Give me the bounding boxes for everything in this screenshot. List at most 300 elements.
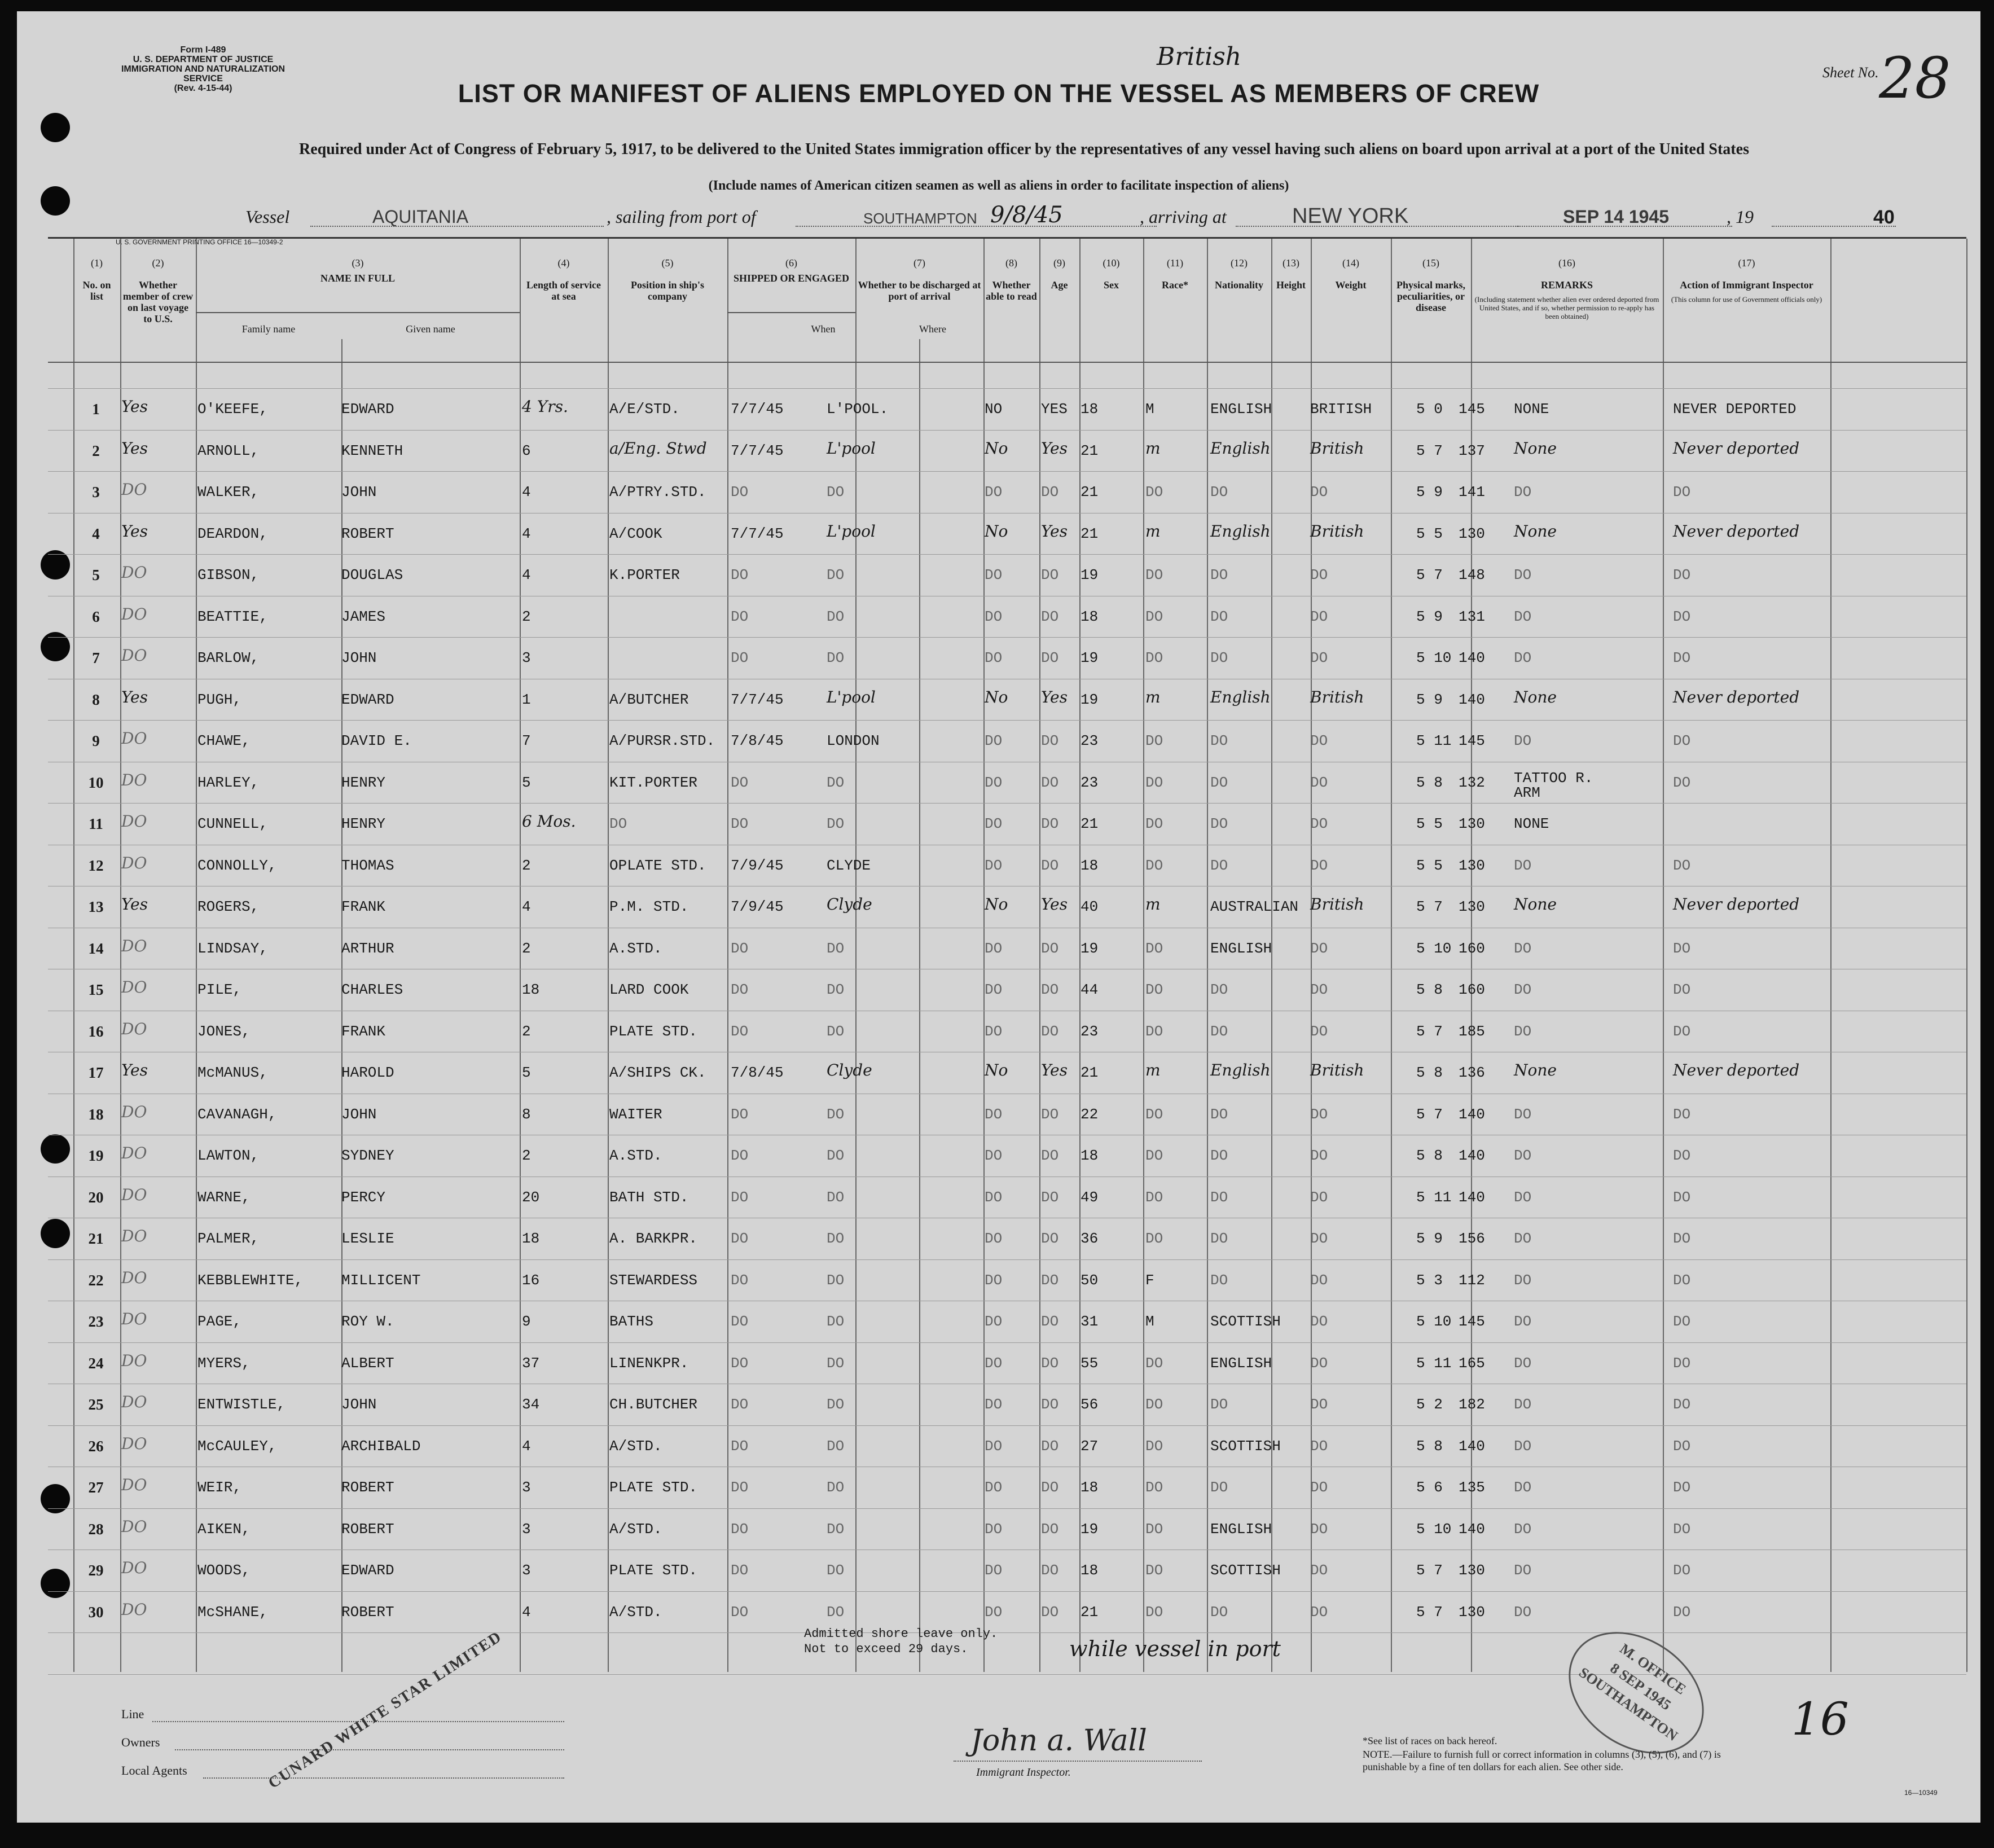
cell-when: 7/9/45 [731, 857, 784, 874]
cell-no: 24 [88, 1354, 104, 1372]
cell-sex: DO [1145, 732, 1163, 749]
cell-no: 6 [92, 608, 100, 625]
column-subheader: When [811, 323, 836, 335]
cell-sex: m [1145, 687, 1161, 706]
cell-given: DAVID E. [341, 732, 412, 749]
cell-no: 28 [88, 1520, 104, 1538]
cell-position: STEWARDESS [609, 1271, 698, 1289]
form-identifier: Form I-489 U. S. DEPARTMENT OF JUSTICE IMMIGRATION AND NATURALIZATION SERVICE (Rev. 4-15-44) [121, 45, 286, 93]
cell-family: O'KEEFE, [197, 401, 268, 418]
cell-prev: DO [121, 1476, 147, 1494]
cell-height: 5 7 [1416, 1022, 1443, 1040]
cell-nationality: British [1310, 895, 1364, 914]
cell-weight: 140 [1459, 1147, 1485, 1164]
cell-service: 5 [522, 774, 531, 791]
column-subheader: Family name [241, 323, 296, 335]
cell-height: 5 11 [1416, 1354, 1452, 1372]
cell-service: 7 [522, 732, 531, 749]
cell-discharged: DO [985, 1147, 1003, 1164]
cell-discharged: No [985, 438, 1008, 458]
cell-marks: DO [1514, 649, 1532, 666]
cell-height: 5 11 [1416, 732, 1452, 749]
cell-weight: 182 [1459, 1396, 1485, 1413]
cell-read: DO [1041, 1354, 1059, 1372]
cell-sex: DO [1145, 1105, 1163, 1123]
cell-weight: 145 [1459, 401, 1485, 418]
cell-sex: DO [1145, 1520, 1163, 1538]
office-date-stamp: M. OFFICE 8 SEP 1945 SOUTHAMPTON [1545, 1607, 1727, 1779]
cell-when: DO [731, 981, 749, 998]
cell-given: PERCY [341, 1188, 386, 1206]
cell-weight: 137 [1459, 442, 1485, 459]
cell-position: CH.BUTCHER [609, 1396, 698, 1413]
cell-given: HENRY [341, 774, 386, 791]
cell-height: 5 7 [1416, 1562, 1443, 1579]
cell-read: DO [1041, 981, 1059, 998]
cell-height: 5 10 [1416, 649, 1452, 666]
cell-no: 27 [88, 1479, 104, 1496]
cell-weight: 140 [1459, 1520, 1485, 1538]
column-number: (2) [152, 257, 164, 269]
cell-sex: DO [1145, 1562, 1163, 1579]
cell-height: 5 10 [1416, 940, 1452, 957]
cell-marks: DO [1514, 1313, 1532, 1330]
cell-family: PALMER, [197, 1230, 260, 1247]
cell-remarks: DO [1673, 732, 1691, 749]
cell-given: ROY W. [341, 1313, 394, 1330]
cell-marks: DO [1514, 1479, 1532, 1496]
row-rule [48, 637, 1966, 638]
cell-service: 34 [522, 1396, 540, 1413]
cell-remarks: DO [1673, 1562, 1691, 1579]
cell-discharged: No [985, 521, 1008, 541]
cell-given: MILLICENT [341, 1271, 421, 1289]
cell-sex: DO [1145, 1022, 1163, 1040]
cell-remarks: DO [1673, 649, 1691, 666]
cell-prev: DO [121, 1310, 147, 1328]
cell-height: 5 7 [1416, 567, 1443, 583]
cell-prev: DO [121, 770, 147, 789]
cell-marks: DO [1514, 1230, 1532, 1247]
cell-age: 44 [1081, 981, 1099, 998]
cell-race: DO [1210, 1271, 1228, 1289]
cell-family: KEBBLEWHITE, [197, 1271, 304, 1289]
cell-discharged: DO [985, 815, 1003, 832]
cell-position: A.STD. [609, 1147, 662, 1164]
cell-sex: DO [1145, 774, 1163, 791]
cell-marks: NONE [1514, 815, 1549, 832]
cell-service: 2 [522, 1147, 531, 1164]
cell-marks: DO [1514, 1396, 1532, 1413]
cell-no: 8 [92, 691, 100, 708]
cell-position: LINENKPR. [609, 1354, 689, 1372]
crew-table [48, 237, 1966, 1672]
cell-given: HAROLD [341, 1064, 394, 1081]
cell-family: ENTWISTLE, [197, 1396, 286, 1413]
cell-given: ALBERT [341, 1354, 394, 1372]
cell-sex: DO [1145, 608, 1163, 625]
cell-remarks: Never deported [1673, 521, 1800, 541]
cell-age: 18 [1081, 608, 1099, 625]
row-rule [48, 1591, 1966, 1592]
cell-remarks: DO [1673, 1022, 1691, 1040]
cell-where: Clyde [827, 1061, 872, 1079]
cell-nationality: British [1310, 1061, 1364, 1079]
cell-when: DO [731, 608, 749, 625]
cell-prev: DO [121, 1517, 147, 1536]
cell-where: DO [827, 1562, 845, 1579]
cell-remarks: DO [1673, 1479, 1691, 1496]
cell-marks: DO [1514, 1354, 1532, 1372]
column-header: SHIPPED OR ENGAGED [733, 273, 850, 284]
cell-nationality: DO [1310, 1562, 1328, 1579]
cell-position: DO [609, 815, 627, 832]
cell-where: DO [827, 649, 845, 666]
cell-read: DO [1041, 567, 1059, 583]
cell-prev: DO [121, 480, 147, 499]
cell-nationality: DO [1310, 815, 1328, 832]
cell-age: 19 [1081, 940, 1099, 957]
cell-height: 5 2 [1416, 1396, 1443, 1413]
cell-service: 3 [522, 1562, 531, 1579]
cell-remarks: DO [1673, 1147, 1691, 1164]
column-number: (11) [1166, 257, 1184, 269]
arriving-label: , arriving at [1140, 207, 1227, 227]
cell-family: BARLOW, [197, 649, 260, 666]
cell-marks: None [1514, 438, 1557, 458]
cell-weight: 130 [1459, 898, 1485, 915]
cell-prev: DO [121, 1434, 147, 1453]
cell-age: 21 [1081, 1064, 1099, 1081]
cell-nationality: DO [1310, 1313, 1328, 1330]
column-divider [1039, 239, 1040, 1672]
cell-given: ROBERT [341, 1479, 394, 1496]
column-header: Whether able to read [986, 279, 1037, 302]
cell-sex: DO [1145, 857, 1163, 874]
cell-discharged: DO [985, 1479, 1003, 1496]
cell-given: CHARLES [341, 981, 403, 998]
inspector-signature: John a. Wall [970, 1724, 1147, 1758]
agents-label: Local Agents [121, 1763, 187, 1777]
cell-marks: DO [1514, 1147, 1532, 1164]
cell-position: A.STD. [609, 940, 662, 957]
cell-marks: DO [1514, 1562, 1532, 1579]
column-divider [1391, 239, 1392, 1672]
cell-given: ROBERT [341, 1603, 394, 1621]
cell-height: 5 9 [1416, 484, 1443, 501]
cell-race: English [1210, 687, 1271, 706]
cell-marks: DO [1514, 567, 1532, 583]
cell-age: 19 [1081, 1520, 1099, 1538]
cell-given: EDWARD [341, 1562, 394, 1579]
vessel-label: Vessel [245, 207, 290, 227]
cell-nationality: DO [1310, 1188, 1328, 1206]
cell-age: 56 [1081, 1396, 1099, 1413]
cell-when: DO [731, 815, 749, 832]
cell-when: DO [731, 484, 749, 501]
cell-read: DO [1041, 1562, 1059, 1579]
cell-service: 4 Yrs. [522, 397, 568, 416]
subtitle-note: (Include names of American citizen seamen as well as aliens in order to facilitate inspection of aliens) [708, 178, 1289, 193]
cell-discharged: DO [985, 649, 1003, 666]
cell-remarks: DO [1673, 1437, 1691, 1455]
cell-remarks: DO [1673, 774, 1691, 791]
cell-service: 18 [522, 981, 540, 998]
vessel-name: AQUITANIA [372, 207, 469, 227]
sheet-number: 28 [1879, 45, 1951, 111]
cell-where: DO [827, 1271, 845, 1289]
cell-no: 25 [88, 1396, 104, 1413]
cell-prev: DO [121, 1144, 147, 1162]
cell-when: 7/7/45 [731, 525, 784, 542]
cell-weight: 135 [1459, 1479, 1485, 1496]
cell-sex: DO [1145, 1437, 1163, 1455]
cell-age: 40 [1081, 898, 1099, 915]
cell-where: DO [827, 608, 845, 625]
column-number: (1) [91, 257, 103, 269]
cell-race: AUSTRALIAN [1210, 898, 1299, 915]
cell-nationality: DO [1310, 1479, 1328, 1496]
cell-read: DO [1041, 1313, 1059, 1330]
column-header: Sex [1104, 279, 1119, 291]
cell-remarks: DO [1673, 1354, 1691, 1372]
row-rule [48, 1259, 1966, 1260]
cell-service: 4 [522, 898, 531, 915]
signature-line [954, 1761, 1202, 1762]
cell-where: DO [827, 1479, 845, 1496]
cell-read: DO [1041, 1188, 1059, 1206]
cell-remarks: Never deported [1673, 895, 1800, 914]
cell-position: BATH STD. [609, 1188, 689, 1206]
print-code: 16—10349 [1904, 1789, 1938, 1797]
cell-remarks: DO [1673, 1396, 1691, 1413]
row-rule [48, 1425, 1966, 1426]
column-number: (14) [1342, 257, 1359, 269]
cell-where: DO [827, 1354, 845, 1372]
cell-age: 36 [1081, 1230, 1099, 1247]
cell-race: ENGLISH [1210, 1354, 1272, 1372]
cell-family: HARLEY, [197, 774, 260, 791]
cell-service: 4 [522, 525, 531, 542]
cell-race: DO [1210, 1188, 1228, 1206]
cell-service: 1 [522, 691, 531, 708]
cell-weight: 145 [1459, 732, 1485, 749]
cell-age: 21 [1081, 525, 1099, 542]
cell-sex: M [1145, 1313, 1154, 1330]
cell-read: DO [1041, 815, 1059, 832]
cell-position: A/STD. [609, 1437, 662, 1455]
cell-age: 22 [1081, 1105, 1099, 1123]
cell-where: DO [827, 981, 845, 998]
cell-race: DO [1210, 567, 1228, 583]
cell-family: WOODS, [197, 1562, 251, 1579]
cell-given: JOHN [341, 1396, 377, 1413]
cell-sex: DO [1145, 1354, 1163, 1372]
cell-no: 7 [92, 649, 100, 666]
cell-race: SCOTTISH [1210, 1313, 1281, 1330]
cell-sex: F [1145, 1271, 1154, 1289]
cell-sex: DO [1145, 1230, 1163, 1247]
cell-when: DO [731, 1479, 749, 1496]
cell-position: LARD COOK [609, 981, 689, 998]
cell-age: 49 [1081, 1188, 1099, 1206]
cell-height: 5 10 [1416, 1313, 1452, 1330]
cell-position: BATHS [609, 1313, 654, 1330]
cell-nationality: DO [1310, 567, 1328, 583]
cell-service: 6 Mos. [522, 812, 576, 831]
row-rule [48, 471, 1966, 472]
cell-when: DO [731, 1354, 749, 1372]
cell-height: 5 9 [1416, 691, 1443, 708]
cell-race: English [1210, 438, 1271, 458]
cell-where: DO [827, 1147, 845, 1164]
column-number: (13) [1283, 257, 1299, 269]
cell-height: 5 6 [1416, 1479, 1443, 1496]
cell-sex: DO [1145, 649, 1163, 666]
cell-race: DO [1210, 1479, 1228, 1496]
penalty-note: NOTE.—Failure to furnish full or correct information in columns (3), (5), (6), and (7) is punishable by a fine of ten dollars for each alien. See other side. [1363, 1749, 1721, 1772]
cell-weight: 145 [1459, 1313, 1485, 1330]
column-number: (3) [352, 257, 364, 269]
cell-prev: DO [121, 812, 147, 831]
cell-no: 26 [88, 1437, 104, 1455]
cell-remarks: DO [1673, 981, 1691, 998]
cell-age: 21 [1081, 1603, 1099, 1621]
cell-height: 5 7 [1416, 1603, 1443, 1621]
owners-field [175, 1749, 564, 1750]
cell-position: A/STD. [609, 1520, 662, 1538]
cell-remarks: DO [1673, 1313, 1691, 1330]
vessel-row [17, 202, 1980, 236]
cell-family: JONES, [197, 1022, 251, 1040]
cell-no: 29 [88, 1562, 104, 1579]
cell-no: 16 [88, 1022, 104, 1040]
cell-nationality: DO [1310, 1022, 1328, 1040]
cell-when: 7/8/45 [731, 732, 784, 749]
cell-family: McSHANE, [197, 1603, 268, 1621]
row-rule [48, 1632, 1966, 1633]
row-rule [48, 430, 1966, 431]
cell-discharged: NO [985, 401, 1003, 418]
cell-read: DO [1041, 1437, 1059, 1455]
cell-remarks: DO [1673, 1230, 1691, 1247]
cell-sex: DO [1145, 815, 1163, 832]
cell-family: PILE, [197, 981, 242, 998]
cell-no: 15 [88, 981, 104, 998]
cell-height: 5 8 [1416, 1147, 1443, 1164]
cell-race: DO [1210, 1396, 1228, 1413]
cell-family: WEIR, [197, 1479, 242, 1496]
cell-given: SYDNEY [341, 1147, 394, 1164]
cell-prev: Yes [121, 1061, 148, 1079]
cell-age: 55 [1081, 1354, 1099, 1372]
row-rule [48, 1508, 1966, 1509]
cell-weight: 148 [1459, 567, 1485, 583]
cell-prev: DO [121, 1185, 147, 1204]
cell-sex: m [1145, 521, 1161, 541]
cell-when: DO [731, 1230, 749, 1247]
cell-when: DO [731, 1105, 749, 1123]
cell-remarks: DO [1673, 567, 1691, 583]
row-rule [48, 1549, 1966, 1550]
column-divider [1830, 239, 1832, 1672]
column-number: (15) [1422, 257, 1439, 269]
cell-nationality: DO [1310, 649, 1328, 666]
cell-marks: None [1514, 895, 1557, 914]
cell-position: A/PURSR.STD. [609, 732, 715, 749]
column-header: Race* [1162, 279, 1188, 291]
cell-marks: DO [1514, 1437, 1532, 1455]
cell-weight: 140 [1459, 1105, 1485, 1123]
cell-weight: 185 [1459, 1022, 1485, 1040]
column-header: Physical marks, peculiarities, or disease [1396, 279, 1465, 313]
cell-remarks: DO [1673, 1520, 1691, 1538]
cell-discharged: DO [985, 1271, 1003, 1289]
cell-marks: DO [1514, 981, 1532, 998]
cell-weight: 140 [1459, 1188, 1485, 1206]
cell-age: 19 [1081, 691, 1099, 708]
cell-marks: DO [1514, 608, 1532, 625]
cell-remarks: DO [1673, 608, 1691, 625]
cell-discharged: DO [985, 774, 1003, 791]
cell-discharged: DO [985, 1396, 1003, 1413]
cell-race: DO [1210, 608, 1228, 625]
cell-age: 18 [1081, 857, 1099, 874]
cell-family: CONNOLLY, [197, 857, 277, 874]
column-header: Whether member of crew on last voyage to U.S. [122, 279, 194, 324]
cell-no: 14 [88, 940, 104, 957]
cell-marks: DO [1514, 857, 1532, 874]
cell-height: 5 10 [1416, 1520, 1452, 1538]
cell-race: DO [1210, 1230, 1228, 1247]
cell-age: 23 [1081, 1022, 1099, 1040]
column-header-note: (Including statement whether alien ever ordered deported from United States, and if so, whether permission to re-apply has been obtained) [1474, 295, 1659, 321]
cell-discharged: DO [985, 1188, 1003, 1206]
cell-age: 27 [1081, 1437, 1099, 1455]
cell-given: DOUGLAS [341, 567, 403, 583]
cell-sex: m [1145, 438, 1161, 458]
cell-read: DO [1041, 774, 1059, 791]
cell-nationality: DO [1310, 1105, 1328, 1123]
cell-discharged: No [985, 1061, 1008, 1079]
cell-remarks: DO [1673, 1603, 1691, 1621]
cell-given: EDWARD [341, 401, 394, 418]
cell-where: DO [827, 1603, 845, 1621]
cell-position: K.PORTER [609, 567, 680, 583]
cell-nationality: DO [1310, 1437, 1328, 1455]
cell-family: AIKEN, [197, 1520, 251, 1538]
cell-sex: DO [1145, 567, 1163, 583]
row-rule [48, 720, 1966, 721]
cell-remarks: NEVER DEPORTED [1673, 401, 1797, 418]
column-header: Length of service at sea [526, 279, 601, 302]
cell-read: DO [1041, 484, 1059, 501]
cell-read: DO [1041, 1230, 1059, 1247]
cell-no: 5 [92, 567, 100, 583]
column-subheader: Given name [406, 323, 455, 335]
title-annotation: British [1157, 42, 1242, 71]
cell-discharged: DO [985, 940, 1003, 957]
cell-height: 5 8 [1416, 774, 1443, 791]
cell-where: DO [827, 774, 845, 791]
cell-weight: 165 [1459, 1354, 1485, 1372]
cell-remarks: DO [1673, 1188, 1691, 1206]
cell-race: DO [1210, 1022, 1228, 1040]
cell-weight: 130 [1459, 1603, 1485, 1621]
cell-when: DO [731, 1437, 749, 1455]
cell-weight: 136 [1459, 1064, 1485, 1081]
cell-sex: DO [1145, 1188, 1163, 1206]
